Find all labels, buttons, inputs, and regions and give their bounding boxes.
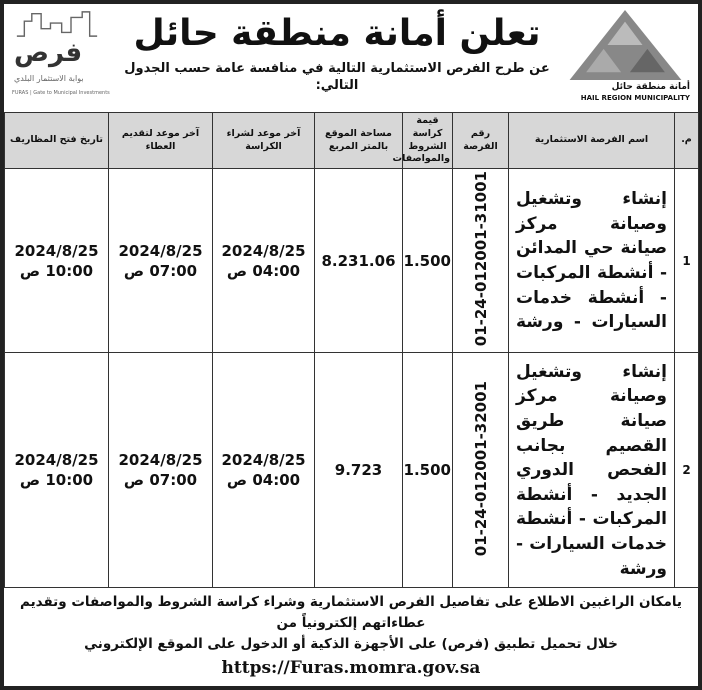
header-cell: تاريخ فتح المظاريف — [5, 113, 109, 169]
fee: 1.500 — [403, 353, 453, 588]
time: 04:00 ص — [226, 261, 301, 280]
opening-date — [5, 169, 109, 353]
website-link[interactable]: https://Furas.momra.gov.sa — [221, 658, 481, 679]
hail-municipality-logo — [560, 8, 692, 108]
area: 9.723 — [315, 353, 403, 588]
furas-tagline-en: FURAS | Gate to Municipal Investments — [12, 90, 110, 96]
subtitle: عن طرح الفرص الاستثمارية التالية في منافسة عامة حسب الجدول التالي: — [124, 61, 550, 93]
opportunity-id-text: 01-24-012001-32001 — [471, 380, 490, 557]
date: 2024/8/25 — [221, 451, 306, 470]
date: 2024/8/25 — [118, 241, 203, 260]
page-title: تعلن أمانة منطقة حائل — [133, 13, 541, 54]
time: 07:00 ص — [123, 471, 198, 490]
header-cell: مساحة الموقع بالمتر المربع — [315, 113, 403, 169]
buy-deadline — [213, 353, 315, 588]
opportunity-id — [453, 169, 509, 353]
header-cell: رقم الفرصة — [453, 113, 509, 169]
time: 07:00 ص — [123, 261, 198, 280]
time: 04:00 ص — [226, 471, 301, 490]
footer-note — [4, 588, 698, 681]
row-number: 1 — [675, 169, 699, 353]
fee: 1.500 — [403, 169, 453, 353]
opportunity-name: إنشاء وتشغيل وصيانة مركز صيانة حي المدائن - أنشطة المركبات - أنشطة خدمات السيارات - ورشة — [509, 169, 675, 353]
triangle-logo-icon — [568, 10, 683, 80]
opportunity-id — [453, 353, 509, 588]
buy-deadline — [213, 169, 315, 353]
skyline-icon — [12, 10, 102, 38]
header-text — [114, 8, 560, 108]
header-cell: م. — [675, 113, 699, 169]
header — [4, 8, 698, 108]
date: 2024/8/25 — [14, 241, 99, 260]
row-number: 2 — [675, 353, 699, 588]
time: 10:00 ص — [19, 471, 94, 490]
date: 2024/8/25 — [14, 451, 99, 470]
header-cell: آخر موعد لشراء الكراسة — [213, 113, 315, 169]
area: 8.231.06 — [315, 169, 403, 353]
footer-line-2: خلال تحميل تطبيق (فرص) على الأجهزة الذكية أو الدخول على الموقع الإلكتروني — [84, 636, 618, 653]
footer-line-1: يامكان الراغبين الاطلاع على تفاصيل الفرص الاستثمارية وشراء كراسة الشروط والمواصفات وتقديم عطاءاتهم إلكترونياً من — [19, 594, 682, 632]
opportunity-name: إنشاء وتشغيل وصيانة مركز صيانة طريق القصيم بجانب الفحص الدوري الجديد - أنشطة المركبات - أنشطة خدمات السيارات - ورشة — [509, 353, 675, 588]
submit-deadline — [109, 169, 213, 353]
table-row — [5, 169, 699, 353]
opening-date — [5, 353, 109, 588]
table-row — [5, 353, 699, 588]
footer-line-2-wrap — [10, 634, 692, 681]
furas-logo — [10, 8, 114, 108]
opportunity-id-text: 01-24-012001-31001 — [471, 171, 490, 347]
opportunities-table — [4, 112, 699, 588]
time: 10:00 ص — [19, 261, 94, 280]
header-cell: قيمة كراسة الشروط والمواصفات — [403, 113, 453, 169]
furas-mark: فرص — [14, 38, 83, 68]
table-header-row — [5, 113, 699, 169]
header-cell: آخر موعد لتقديم العطاء — [109, 113, 213, 169]
furas-tagline-ar: بوابة الاستثمار البلدي — [14, 74, 84, 83]
date: 2024/8/25 — [221, 241, 306, 260]
submit-deadline — [109, 353, 213, 588]
logo-name-en: HAIL REGION MUNICIPALITY — [580, 94, 690, 102]
logo-name-ar: أمانة منطقة حائل — [611, 82, 690, 92]
header-cell: اسم الفرصة الاستثمارية — [509, 113, 675, 169]
date: 2024/8/25 — [118, 451, 203, 470]
